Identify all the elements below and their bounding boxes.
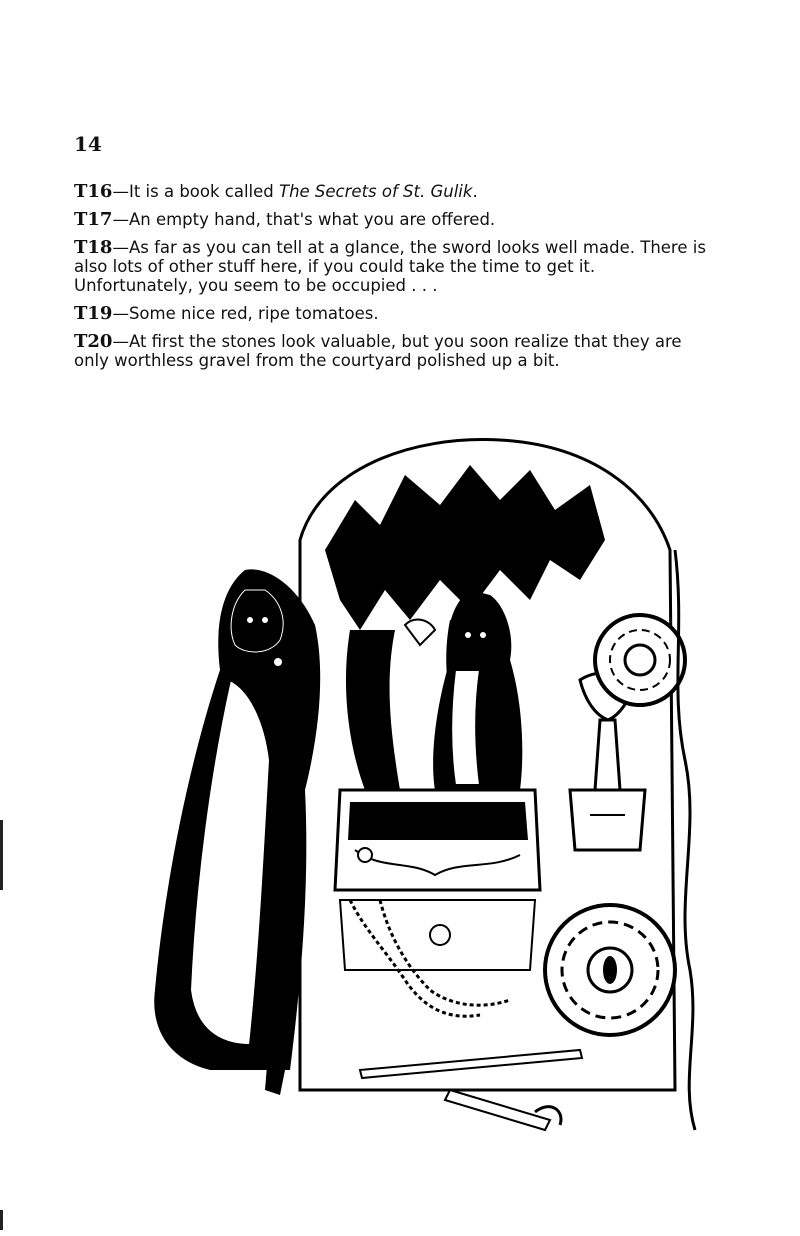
scan-edge-mark (0, 1210, 3, 1230)
entry-text: Some nice red, ripe tomatoes. (128, 304, 379, 323)
entry-t17: T17—An empty hand, that's what you are offered. (74, 209, 496, 230)
entry-code: T19 (74, 303, 113, 324)
treasure-illustration (150, 430, 710, 1140)
page-number: 14 (74, 132, 102, 156)
entry-t20: T20—At first the stones look valuable, but you soon realize that they are only worthless gravel from the courtyard polished up a bit. (74, 331, 682, 370)
entry-text: At first the stones look valuable, but you soon realize that they are only worthless gravel from the courtyard polished up a bit. (74, 332, 682, 370)
entry-t16: T16—It is a book called The Secrets of St. Gulik. (74, 181, 478, 202)
entry-code: T16 (74, 181, 113, 202)
hint-entries (74, 182, 708, 379)
entry-code: T17 (74, 209, 113, 230)
entry-code: T20 (74, 331, 113, 352)
entry-t18: T18—As far as you can tell at a glance, the sword looks well made. There is also lots of other stuff here, if you could take the time to get it. Unfortunately, you seem to be occupied . . . (74, 237, 706, 295)
entry-text: It is a book called (128, 182, 279, 201)
entry-text: As far as you can tell at a glance, the sword looks well made. There is also lots of other stuff here, if you could take the time to get it. Unfortunately, you seem to be occupied . . . (74, 238, 706, 295)
entry-t19: T19—Some nice red, ripe tomatoes. (74, 303, 379, 324)
entry-code: T18 (74, 237, 113, 258)
scan-edge-mark (0, 820, 3, 890)
cloak-brooch (273, 657, 283, 667)
entry-text: An empty hand, that's what you are offered. (128, 210, 496, 229)
book-title: The Secrets of St. Gulik (279, 182, 473, 201)
